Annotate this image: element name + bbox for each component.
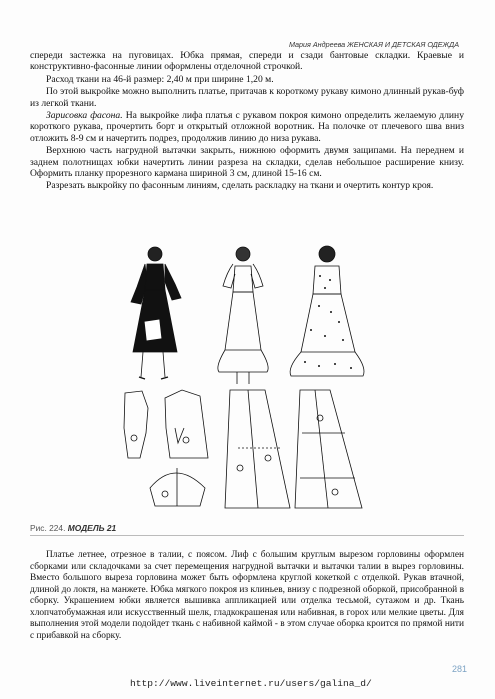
figure-dotted-dress: [290, 246, 364, 376]
page-number: 281: [451, 664, 467, 674]
body-text-top: [30, 50, 464, 193]
paragraph: спереди застежка на пуговицах. Юбка прямая, спереди и сзади бантовые складки. Краевые и конструктивно-фасонные линии оформлены отделочной строчкой.: [30, 50, 464, 73]
body-text-bottom: [30, 550, 464, 642]
dress-illustration: [115, 242, 370, 387]
caption-prefix: Рис. 224.: [30, 523, 66, 533]
paragraph: [30, 86, 464, 109]
paragraph-text: По этой выкройке можно выполнить платье, притачав к короткому рукаву кимоно длинный рукав-буф из легкой ткани.: [30, 86, 464, 109]
paragraph: Платье летнее, отрезное в талии, с поясом. Лиф с большим круглым вырезом горловины оформлен сборками или складочками за счет перемещения нагрудной вытачки и вытачки талии в вырез горловины. Вместо большого выреза горловина может быть оформлена круглой кокеткой с отделкой. Рукав втачной, длиной до локтя, на манжете. Юбка мягкого покроя из клиньев, внизу с подрезной оборкой, присобранной в сборку. Украшением юбки является вышивка аппликацией или отделка тесьмой, сутажом и др. Ткань хлопчатобумажная или искусственный шелк, гладкокрашеная или набивная, в горох или мелкие цветы. Для выполнения этой модели подойдет ткань с набивной каймой - в этом случае оборка кроится по прямой нити с прибавкой на сборку.: [30, 550, 464, 641]
paragraph: Верхнюю часть нагрудной вытачки закрыть, нижнюю оформить двумя защипами. На переднем и заднем полотнищах юбки начертить линии разреза на складки, сделав небольшое расширение книзу. Оформить планку прорезного кармана шириной 3 см, длиной 15-16 см.: [30, 145, 464, 180]
figure-caption: [30, 523, 464, 536]
paragraph: Разрезать выкройку по фасонным линиям, сделать раскладку на ткани и очертить контур кроя.: [46, 180, 434, 192]
running-header: Мария Андреева ЖЕНСКАЯ И ДЕТСКАЯ ОДЕЖДА: [288, 40, 459, 49]
caption-title: МОДЕЛЬ 21: [67, 523, 117, 533]
paragraph-lead: Зарисовка фасона.: [46, 110, 123, 122]
footer-url[interactable]: http://www.liveinternet.ru/users/galina_d/: [130, 678, 372, 689]
paragraph: Расход ткани на 46-й размер: 2,40 м при ширине 1,20 м.: [46, 73, 274, 85]
skirt-pattern-back: [295, 390, 362, 508]
figure-white-dress: [218, 247, 268, 384]
paragraph: [30, 110, 464, 144]
sleeve-pattern: [150, 468, 205, 506]
figure-dark-dress: [131, 247, 181, 379]
pattern-drawings: [120, 388, 365, 513]
paragraph-text: На выкройке лифа платья с рукавом покроя кимоно определить желаемую длину короткого рукава, прочертить борт и открытый отложной воротник. На полочке от плечевого шва вниз отложить 8-9 см и начертить подрез, продолжив линию до низа рукава.: [30, 110, 464, 144]
bodice-pattern: [124, 390, 208, 458]
skirt-pattern-front: [225, 390, 290, 508]
